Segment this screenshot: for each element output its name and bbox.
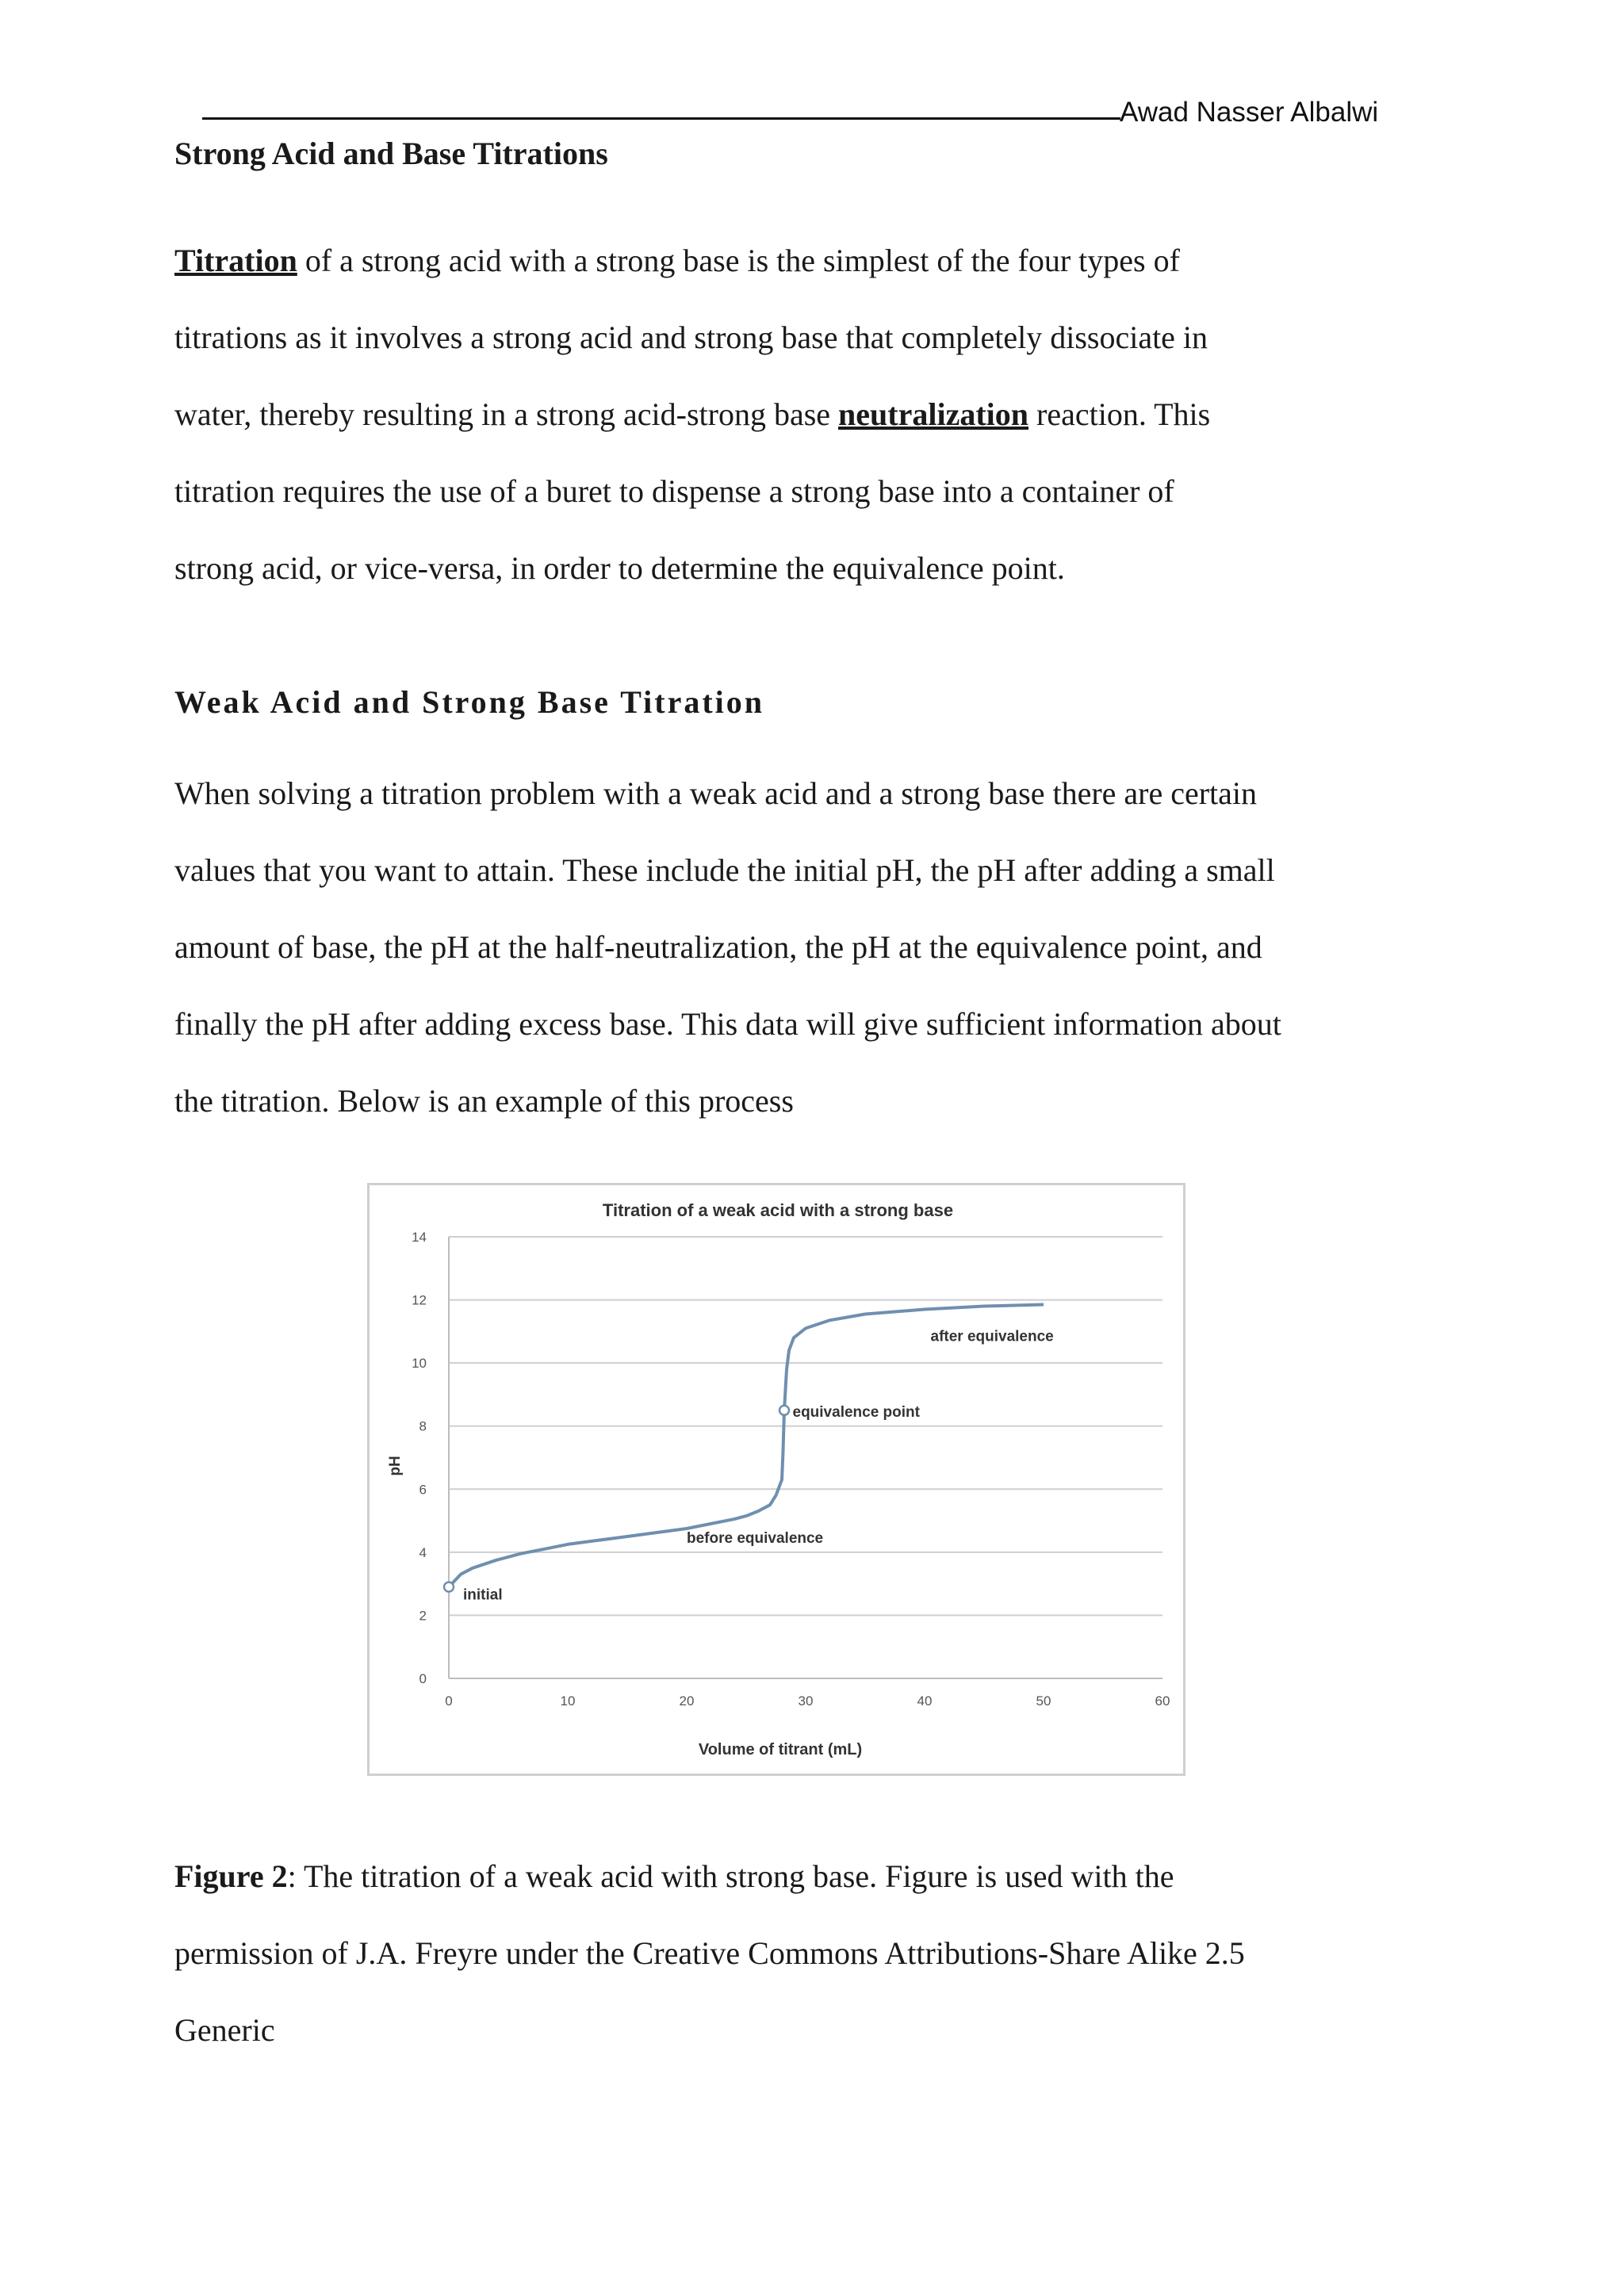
chart-xlabel: Volume of titrant (mL) — [698, 1741, 863, 1758]
annotation-initial: initial — [463, 1586, 503, 1604]
annotation-equivalence-point: equivalence point — [792, 1403, 920, 1421]
x-tick-label: 20 — [679, 1693, 695, 1709]
paragraph-weak-acid — [174, 755, 1459, 1139]
x-tick-label: 0 — [445, 1693, 453, 1709]
header-rule — [202, 117, 1120, 120]
annotation-after-equivalence: after equivalence — [930, 1328, 1054, 1345]
y-tick-label: 12 — [412, 1292, 427, 1308]
x-tick-label: 50 — [1036, 1693, 1051, 1709]
paragraph-line: amount of base, the pH at the half-neutralization, the pH at the equivalence point, and — [174, 929, 1262, 965]
text-span: reaction. This — [1028, 396, 1211, 432]
y-tick-label: 10 — [412, 1356, 427, 1372]
paragraph-line: titrations as it involves a strong acid and strong base that completely dissociate in — [174, 320, 1208, 355]
paragraph-line — [174, 222, 1459, 299]
caption-line: Generic — [174, 2012, 275, 2048]
marker-equivalence-point — [779, 1406, 789, 1415]
caption-line: permission of J.A. Freyre under the Creative Commons Attributions-Share Alike 2.5 — [174, 1935, 1245, 1971]
figure-caption — [174, 1838, 1459, 2068]
chart-ylabel: pH — [387, 1456, 404, 1476]
x-tick-label: 40 — [917, 1693, 933, 1709]
section-title-strong-acid: Strong Acid and Base Titrations — [174, 136, 608, 171]
paragraph-strong-acid — [174, 222, 1459, 607]
caption-line — [174, 1838, 1459, 1915]
term-titration: Titration — [174, 243, 297, 278]
paragraph-line: titration requires the use of a buret to dispense a strong base into a container of — [174, 473, 1174, 509]
paragraph-line — [174, 376, 1459, 453]
y-tick-label: 8 — [419, 1418, 427, 1434]
caption-label: Figure 2 — [174, 1858, 288, 1894]
author-name: Awad Nasser Albalwi — [1120, 97, 1379, 128]
paragraph-line: the titration. Below is an example of this process — [174, 1083, 794, 1119]
paragraph-line: When solving a titration problem with a weak acid and a strong base there are certain — [174, 775, 1258, 811]
section-title-weak-acid: Weak Acid and Strong Base Titration — [174, 684, 765, 720]
term-neutralization: neutralization — [838, 396, 1029, 432]
text-span: of a strong acid with a strong base is the simplest of the four types of — [297, 243, 1180, 278]
annotation-before-equivalence: before equivalence — [687, 1529, 824, 1547]
paragraph-line: strong acid, or vice-versa, in order to determine the equivalence point. — [174, 550, 1065, 586]
titration-chart — [367, 1183, 1185, 1776]
y-tick-label: 2 — [419, 1608, 427, 1624]
marker-initial — [444, 1582, 454, 1592]
x-tick-label: 30 — [798, 1693, 814, 1709]
chart-canvas — [370, 1185, 1183, 1774]
y-tick-label: 6 — [419, 1482, 427, 1498]
text-span: : The titration of a weak acid with strong base. Figure is used with the — [287, 1858, 1174, 1894]
x-tick-label: 10 — [560, 1693, 576, 1709]
y-tick-label: 14 — [412, 1230, 427, 1245]
x-tick-label: 60 — [1155, 1693, 1170, 1709]
paragraph-line: values that you want to attain. These include the initial pH, the pH after adding a small — [174, 852, 1275, 888]
text-span: water, thereby resulting in a strong acid-strong base — [174, 396, 839, 432]
chart-title: Titration of a weak acid with a strong base — [602, 1200, 954, 1220]
y-tick-label: 0 — [419, 1671, 427, 1686]
paragraph-line: finally the pH after adding excess base. This data will give sufficient information about — [174, 1006, 1281, 1042]
y-tick-label: 4 — [419, 1544, 427, 1560]
